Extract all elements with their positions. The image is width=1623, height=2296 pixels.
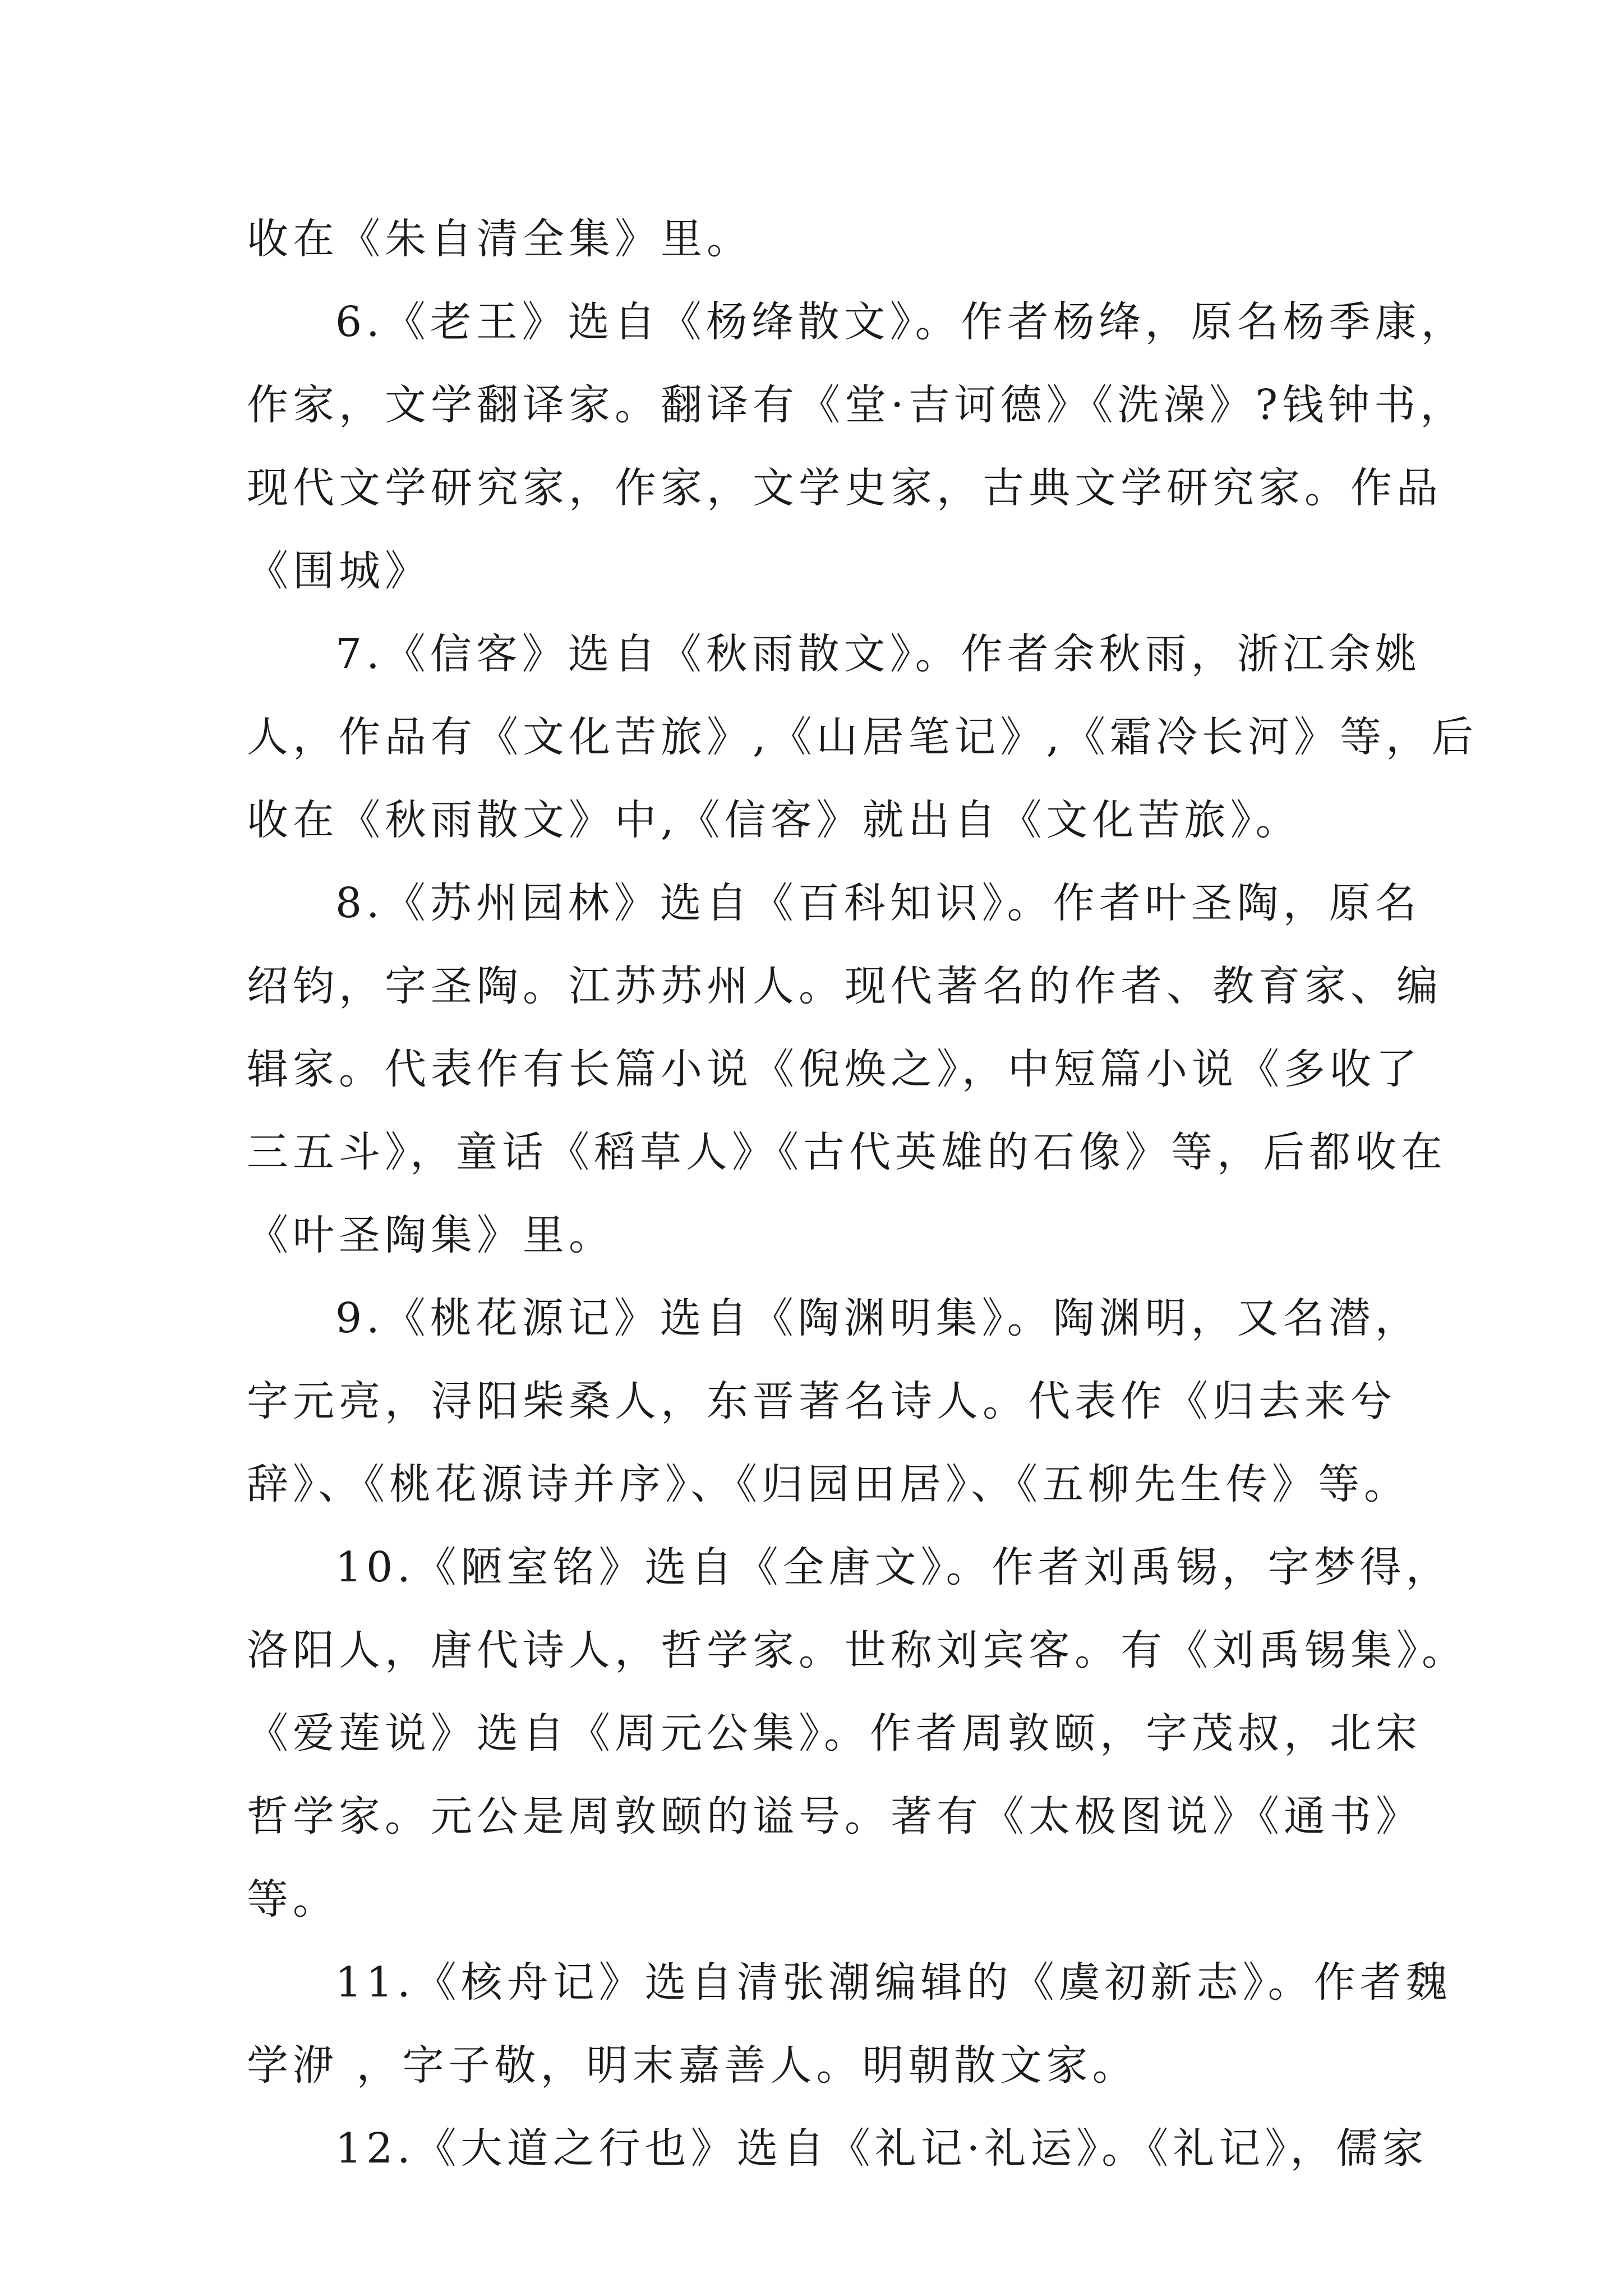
text-line: 10.《陋室铭》选自《全唐文》。作者刘禹锡，字梦得，	[335, 1543, 1452, 1591]
text-line: 等。	[247, 1875, 339, 1924]
text-line: 哲学家。元公是周敦颐的谥号。著有《太极图说》《通书》	[247, 1792, 1422, 1841]
text-line: 收在《秋雨散文》中,《信客》就出自《文化苦旅》。	[247, 796, 1302, 844]
text-line: 《叶圣陶集》里。	[247, 1211, 615, 1259]
text-line: 8.《苏州园林》选自《百科知识》。作者叶圣陶，原名	[335, 879, 1421, 927]
document-body	[247, 197, 1478, 2190]
text-line: 6.《老王》选自《杨绛散文》。作者杨绛，原名杨季康，	[335, 298, 1467, 346]
text-line: 绍钧，字圣陶。江苏苏州人。现代著名的作者、教育家、编	[247, 962, 1442, 1010]
text-line: 作家，文学翻译家。翻译有《堂·吉诃德》《洗澡》?钱钟书，	[247, 381, 1467, 429]
text-line: 字元亮，浔阳柴桑人，东晋著名诗人。代表作《归去来兮	[247, 1377, 1396, 1425]
text-line: 学洢 ，字子敬，明末嘉善人。明朝散文家。	[247, 2041, 1138, 2090]
text-line: 《围城》	[247, 547, 431, 595]
text-line: 现代文学研究家，作家，文学史家，古典文学研究家。作品	[247, 464, 1442, 512]
text-line: 人，作品有《文化苦旅》,《山居笔记》,《霜冷长河》等，后	[247, 713, 1478, 761]
text-line: 12.《大道之行也》选自《礼记·礼运》。《礼记》，儒家	[335, 2124, 1428, 2173]
text-line: 9.《桃花源记》选自《陶渊明集》。陶渊明，又名潜，	[335, 1294, 1421, 1342]
text-line: 洛阳人，唐代诗人，哲学家。世称刘宾客。有《刘禹锡集》。	[247, 1626, 1468, 1674]
text-line: 辞》、《桃花源诗并序》、《归园田居》、《五柳先生传》等。	[247, 1460, 1410, 1508]
text-line: 11.《核舟记》选自清张潮编辑的《虞初新志》。作者魏	[335, 1958, 1452, 2007]
text-line: 收在《朱自清全集》里。	[247, 215, 753, 263]
text-line: 7.《信客》选自《秋雨散文》。作者余秋雨，浙江余姚	[335, 630, 1421, 678]
text-line: 《爱莲说》选自《周元公集》。作者周敦颐，字茂叔，北宋	[247, 1709, 1422, 1757]
text-line: 三五斗》，童话《稻草人》《古代英雄的石像》等，后都收在	[247, 1128, 1447, 1176]
text-line: 辑家。代表作有长篇小说《倪焕之》，中短篇小说《多收了	[247, 1045, 1422, 1093]
